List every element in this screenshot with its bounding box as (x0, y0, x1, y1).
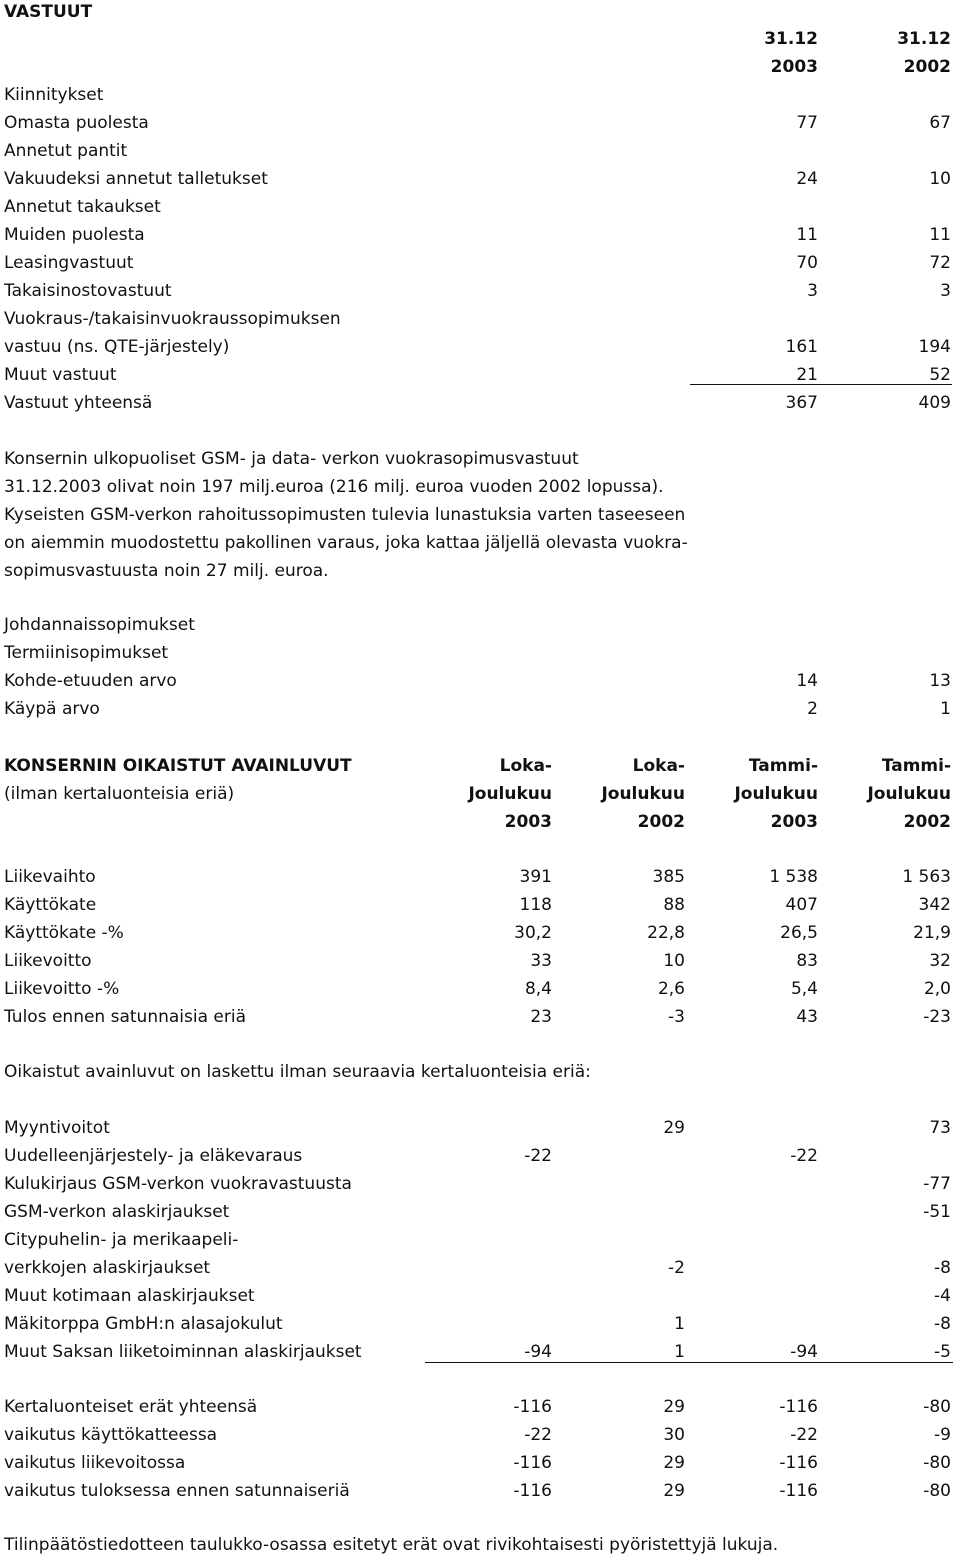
cell-value: -3 (668, 1007, 685, 1027)
column-header-month: Joulukuu (867, 784, 951, 804)
cell-value: -94 (790, 1342, 818, 1362)
value-2002: 409 (918, 393, 951, 413)
cell-value: -22 (524, 1425, 552, 1445)
value-2002: 52 (929, 365, 951, 385)
column-header-period: Tammi- (748, 756, 818, 776)
row-label: Muut kotimaan alaskirjaukset (4, 1286, 255, 1306)
total-underline (690, 384, 952, 385)
row-label: Mäkitorppa GmbH:n alasajokulut (4, 1314, 283, 1334)
cell-value: -9 (934, 1425, 951, 1445)
note-line: on aiemmin muodostettu pakollinen varaus, joka kattaa jäljellä olevasta vuokra- (4, 533, 688, 553)
value-2003: 161 (785, 337, 818, 357)
row-label: Kohde-etuuden arvo (4, 671, 177, 691)
cell-value: 8,4 (524, 979, 552, 999)
cell-value: -23 (923, 1007, 951, 1027)
note-line: 31.12.2003 olivat noin 197 milj.euroa (216 milj. euroa vuoden 2002 lopussa). (4, 477, 664, 497)
column-header-year: 2002 (637, 812, 685, 832)
cell-value: 73 (929, 1118, 951, 1138)
cell-value: 2,0 (923, 979, 951, 999)
cell-value: 32 (929, 951, 951, 971)
cell-value: 29 (663, 1481, 685, 1501)
row-label: Kertaluonteiset erät yhteensä (4, 1397, 258, 1417)
cell-value: -94 (524, 1342, 552, 1362)
row-label: verkkojen alaskirjaukset (4, 1258, 211, 1278)
cell-value: 88 (663, 895, 685, 915)
value-2003: 21 (796, 365, 818, 385)
note-line: Kyseisten GSM-verkon rahoitussopimusten tulevia lunastuksia varten taseeseen (4, 505, 686, 525)
cell-value: -4 (934, 1286, 951, 1306)
row-label: Kiinnitykset (4, 85, 104, 105)
value-2003: 70 (796, 253, 818, 273)
value-2002: 11 (929, 225, 951, 245)
cell-value: 118 (519, 895, 552, 915)
column-header-year: 2002 (903, 812, 951, 832)
row-label: Liikevoitto -% (4, 979, 120, 999)
row-label: vaikutus liikevoitossa (4, 1453, 186, 1473)
value-2002: 10 (929, 169, 951, 189)
row-label: Liikevaihto (4, 867, 96, 887)
cell-value: -8 (934, 1314, 951, 1334)
column-header-month: Joulukuu (601, 784, 685, 804)
value-2003: 11 (796, 225, 818, 245)
cell-value: 10 (663, 951, 685, 971)
column-header-date: 31.12 (897, 29, 951, 49)
row-label: Käypä arvo (4, 699, 100, 719)
row-label: Vuokraus-/takaisinvuokraussopimuksen (4, 309, 341, 329)
cell-value: 30 (663, 1425, 685, 1445)
cell-value: -116 (779, 1481, 818, 1501)
cell-value: 385 (652, 867, 685, 887)
value-2003: 367 (785, 393, 818, 413)
row-label: Citypuhelin- ja merikaapeli- (4, 1230, 239, 1250)
value-2002: 1 (940, 699, 951, 719)
value-2002: 3 (940, 281, 951, 301)
row-label: vastuu (ns. QTE-järjestely) (4, 337, 230, 357)
cell-value: 29 (663, 1397, 685, 1417)
cell-value: -51 (923, 1202, 951, 1222)
section-subheading: (ilman kertaluonteisia eriä) (4, 784, 235, 804)
value-2002: 67 (929, 113, 951, 133)
column-header-year: 2002 (903, 57, 951, 77)
cell-value: 29 (663, 1118, 685, 1138)
value-2002: 194 (918, 337, 951, 357)
cell-value: -116 (779, 1453, 818, 1473)
row-label: Vakuudeksi annetut talletukset (4, 169, 268, 189)
row-label: Tulos ennen satunnaisia eriä (4, 1007, 247, 1027)
column-header-year: 2003 (770, 812, 818, 832)
row-label: Annetut pantit (4, 141, 128, 161)
cell-value: -80 (923, 1453, 951, 1473)
column-header-period: Loka- (632, 756, 685, 776)
row-label: Muut vastuut (4, 365, 117, 385)
cell-value: 43 (796, 1007, 818, 1027)
row-label: Käyttökate -% (4, 923, 124, 943)
cell-value: 21,9 (913, 923, 951, 943)
cell-value: -116 (779, 1397, 818, 1417)
cell-value: -116 (513, 1453, 552, 1473)
note-line: Konsernin ulkopuoliset GSM- ja data- verkon vuokrasopimusvastuut (4, 449, 579, 469)
row-label: Takaisinostovastuut (4, 281, 172, 301)
row-label: Omasta puolesta (4, 113, 149, 133)
row-label: Muiden puolesta (4, 225, 145, 245)
cell-value: -77 (923, 1174, 951, 1194)
cell-value: -80 (923, 1481, 951, 1501)
column-header-month: Joulukuu (734, 784, 818, 804)
cell-value: -8 (934, 1258, 951, 1278)
cell-value: -2 (668, 1258, 685, 1278)
cell-value: -116 (513, 1397, 552, 1417)
cell-value: 1 538 (769, 867, 818, 887)
cell-value: 391 (519, 867, 552, 887)
value-2002: 72 (929, 253, 951, 273)
column-header-period: Loka- (499, 756, 552, 776)
cell-value: -116 (513, 1481, 552, 1501)
cell-value: -22 (524, 1146, 552, 1166)
row-label: GSM-verkon alaskirjaukset (4, 1202, 230, 1222)
row-label: Termiinisopimukset (4, 643, 169, 663)
row-label: Liikevoitto (4, 951, 92, 971)
cell-value: 23 (530, 1007, 552, 1027)
cell-value: 407 (785, 895, 818, 915)
cell-value: -5 (934, 1342, 951, 1362)
row-label: Kulukirjaus GSM-verkon vuokravastuusta (4, 1174, 352, 1194)
cell-value: 342 (918, 895, 951, 915)
column-header-year: 2003 (770, 57, 818, 77)
row-label: Uudelleenjärjestely- ja eläkevaraus (4, 1146, 303, 1166)
column-header-period: Tammi- (881, 756, 951, 776)
section-heading: KONSERNIN OIKAISTUT AVAINLUVUT (4, 756, 352, 776)
value-2003: 2 (807, 699, 818, 719)
column-header-date: 31.12 (764, 29, 818, 49)
cell-value: 5,4 (790, 979, 818, 999)
adjustments-underline (425, 1362, 953, 1363)
column-header-month: Joulukuu (468, 784, 552, 804)
value-2003: 3 (807, 281, 818, 301)
cell-value: 33 (530, 951, 552, 971)
row-label: Annetut takaukset (4, 197, 161, 217)
cell-value: 30,2 (514, 923, 552, 943)
value-2002: 13 (929, 671, 951, 691)
value-2003: 24 (796, 169, 818, 189)
cell-value: -22 (790, 1425, 818, 1445)
value-2003: 14 (796, 671, 818, 691)
row-label: Muut Saksan liiketoiminnan alaskirjaukset (4, 1342, 362, 1362)
note-line: sopimusvastuusta noin 27 milj. euroa. (4, 561, 329, 581)
cell-value: 1 563 (902, 867, 951, 887)
cell-value: 83 (796, 951, 818, 971)
row-label: vaikutus tuloksessa ennen satunnaiseriä (4, 1481, 350, 1501)
row-label: Johdannaissopimukset (4, 615, 195, 635)
cell-value: 2,6 (657, 979, 685, 999)
cell-value: -22 (790, 1146, 818, 1166)
row-label: Käyttökate (4, 895, 97, 915)
row-label: vaikutus käyttökatteessa (4, 1425, 218, 1445)
row-label: Leasingvastuut (4, 253, 134, 273)
value-2003: 77 (796, 113, 818, 133)
page-title: VASTUUT (4, 2, 93, 22)
cell-value: -80 (923, 1397, 951, 1417)
column-header-year: 2003 (504, 812, 552, 832)
cell-value: 29 (663, 1453, 685, 1473)
cell-value: 1 (674, 1314, 685, 1334)
cell-value: 22,8 (647, 923, 685, 943)
adjustments-intro: Oikaistut avainluvut on laskettu ilman seuraavia kertaluonteisia eriä: (4, 1062, 591, 1082)
row-label: Vastuut yhteensä (4, 393, 153, 413)
cell-value: 1 (674, 1342, 685, 1362)
row-label: Myyntivoitot (4, 1118, 110, 1138)
footer-note: Tilinpäätöstiedotteen taulukko-osassa esitetyt erät ovat rivikohtaisesti pyöristettyjä lukuja. (4, 1535, 779, 1555)
cell-value: 26,5 (780, 923, 818, 943)
